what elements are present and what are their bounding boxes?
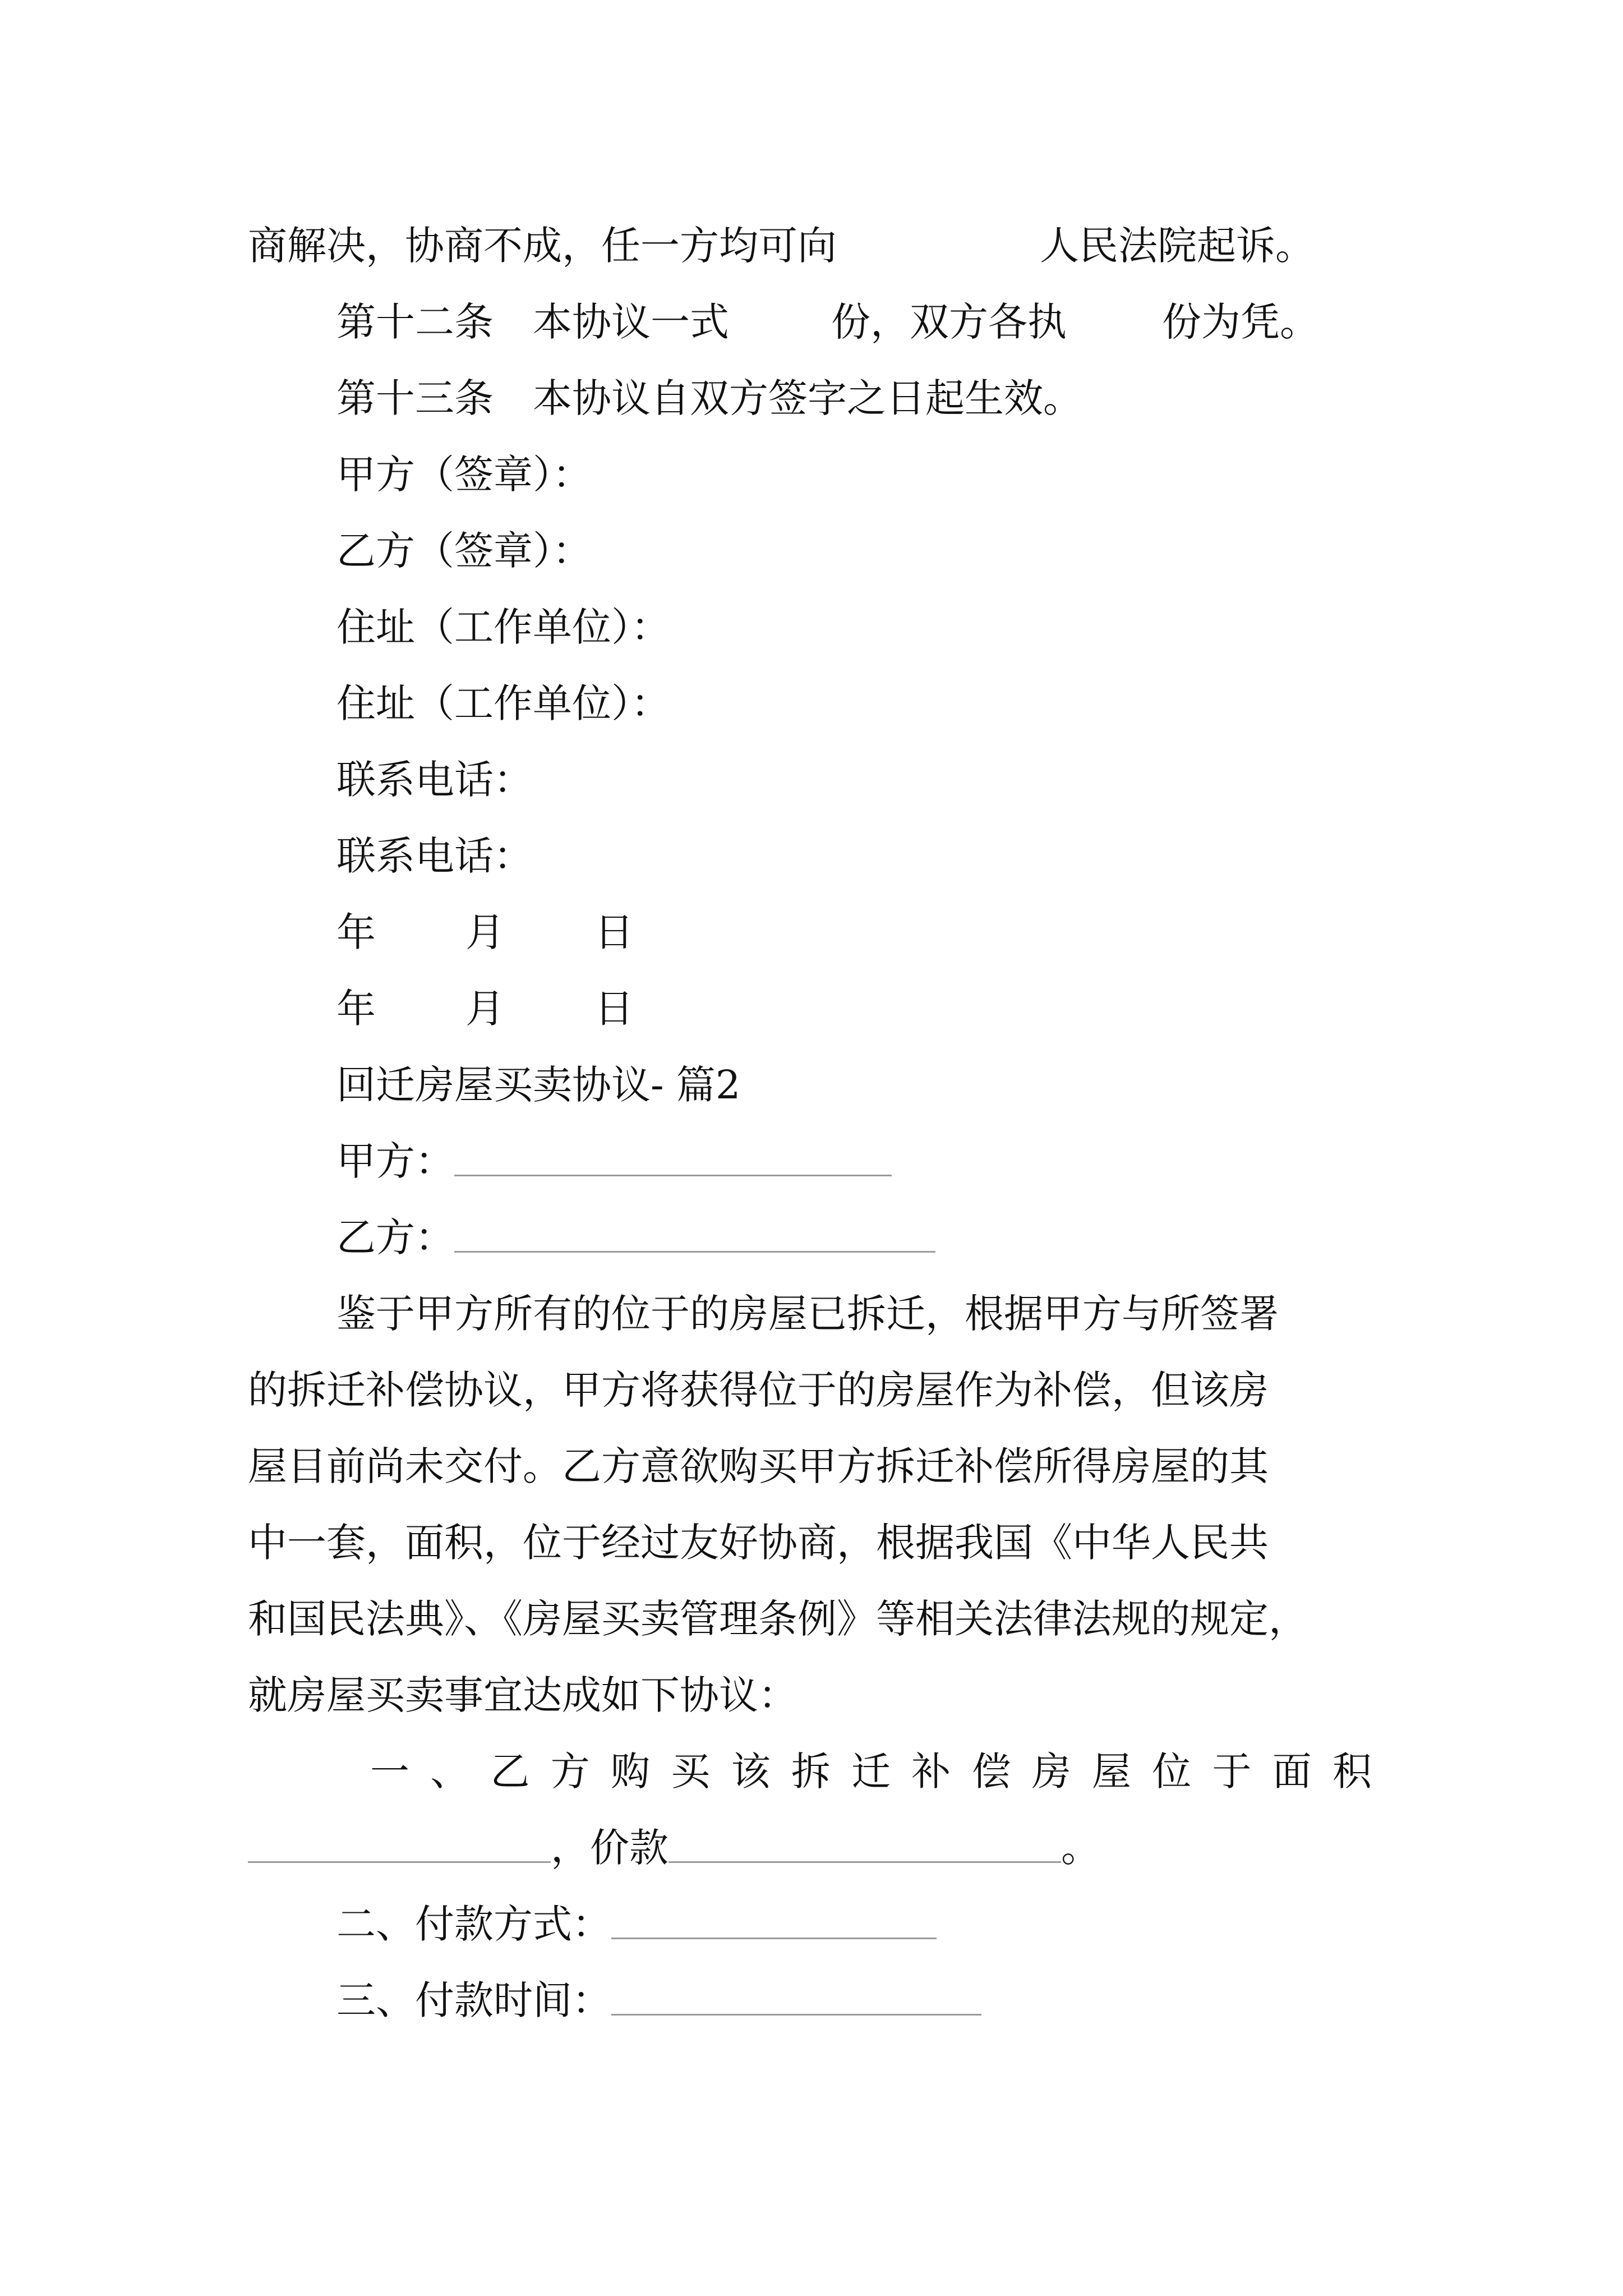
party-a-blank[interactable] xyxy=(454,1134,892,1176)
item-three-line xyxy=(336,1973,981,2027)
section-heading: 回迁房屋买卖协议- 篇2 xyxy=(336,1062,741,1108)
date-month: 月 xyxy=(465,986,505,1032)
clause-eleven-continuation xyxy=(248,219,1315,273)
party-b-line xyxy=(336,1211,935,1264)
text-segment: 份为凭。 xyxy=(1162,299,1319,345)
item-one-char: 补 xyxy=(911,1749,951,1795)
item-one-char: 积 xyxy=(1332,1749,1372,1795)
phone-label-b: 联系电话： xyxy=(336,833,533,879)
item-one-char: 于 xyxy=(1212,1749,1252,1795)
item-one-char: 位 xyxy=(1152,1749,1192,1795)
text-segment: 商解决，协商不成，任一方均可向 xyxy=(248,223,837,269)
item-one-char: 该 xyxy=(731,1749,771,1795)
date-year: 年 xyxy=(336,986,376,1032)
date-day: 日 xyxy=(594,909,634,955)
date-line-b xyxy=(336,982,634,1036)
item-one-char: 屋 xyxy=(1092,1749,1131,1795)
preamble-line-4: 中一套，面积，位于经过友好协商，根据我国《中华人民共 xyxy=(248,1520,1269,1566)
date-day: 日 xyxy=(594,986,634,1032)
item-one-char: 买 xyxy=(671,1749,711,1795)
item-one-char: 、 xyxy=(430,1749,470,1795)
preamble-line-1: 鉴于甲方所有的位于的房屋已拆迁，根据甲方与所签署 xyxy=(336,1291,1279,1337)
payment-time-blank[interactable] xyxy=(611,1973,981,2016)
item-one-char: 方 xyxy=(550,1749,590,1795)
clause-twelve xyxy=(336,295,1319,349)
item-one-char: 迁 xyxy=(851,1749,891,1795)
clause-thirteen: 第十三条 本协议自双方签字之日起生效。 xyxy=(336,375,1082,421)
preamble-line-3: 屋目前尚未交付。乙方意欲购买甲方拆迁补偿所得房屋的其 xyxy=(248,1443,1269,1489)
item-one-char: 一 xyxy=(370,1749,409,1795)
price-label: ，价款 xyxy=(551,1825,668,1871)
date-year: 年 xyxy=(336,909,376,955)
party-b-label: 乙方： xyxy=(336,1214,454,1260)
text-segment: 第十二条 本协议一式 xyxy=(336,299,729,345)
item-one-char: 面 xyxy=(1272,1749,1312,1795)
preamble-line-5: 和国民法典》、《房屋买卖管理条例》等相关法律法规的规定， xyxy=(248,1596,1308,1642)
party-a-label: 甲方： xyxy=(336,1138,454,1184)
phone-label-a: 联系电话： xyxy=(336,757,533,803)
item-one-char: 拆 xyxy=(791,1749,831,1795)
party-a-signature-label: 甲方（签章）： xyxy=(336,452,592,498)
address-label-b: 住址（工作单位）： xyxy=(336,680,670,726)
item-two-line xyxy=(336,1897,937,1951)
item-one-char: 乙 xyxy=(490,1749,530,1795)
item-one-char: 购 xyxy=(611,1749,650,1795)
party-b-blank[interactable] xyxy=(454,1211,935,1253)
text-segment: 。 xyxy=(1061,1825,1100,1871)
item-one-continuation xyxy=(248,1821,1100,1875)
payment-method-label: 二、付款方式： xyxy=(336,1901,611,1947)
text-segment: 份，双方各执 xyxy=(831,299,1067,345)
text-segment: 人民法院起诉。 xyxy=(1040,223,1315,269)
area-blank[interactable] xyxy=(248,1821,551,1863)
payment-time-label: 三、付款时间： xyxy=(336,1977,611,2023)
payment-method-blank[interactable] xyxy=(611,1897,937,1939)
party-a-line xyxy=(336,1134,892,1188)
item-one-char: 房 xyxy=(1031,1749,1071,1795)
item-one-line xyxy=(370,1745,1372,1798)
date-line-a xyxy=(336,905,634,959)
preamble-line-6: 就房屋买卖事宜达成如下协议： xyxy=(248,1672,797,1718)
address-label-a: 住址（工作单位）： xyxy=(336,604,670,650)
date-month: 月 xyxy=(465,909,505,955)
preamble-line-2: 的拆迁补偿协议，甲方将获得位于的房屋作为补偿，但该房 xyxy=(248,1367,1269,1413)
price-blank[interactable] xyxy=(668,1821,1061,1863)
party-b-signature-label: 乙方（签章）： xyxy=(336,528,592,574)
item-one-char: 偿 xyxy=(971,1749,1011,1795)
